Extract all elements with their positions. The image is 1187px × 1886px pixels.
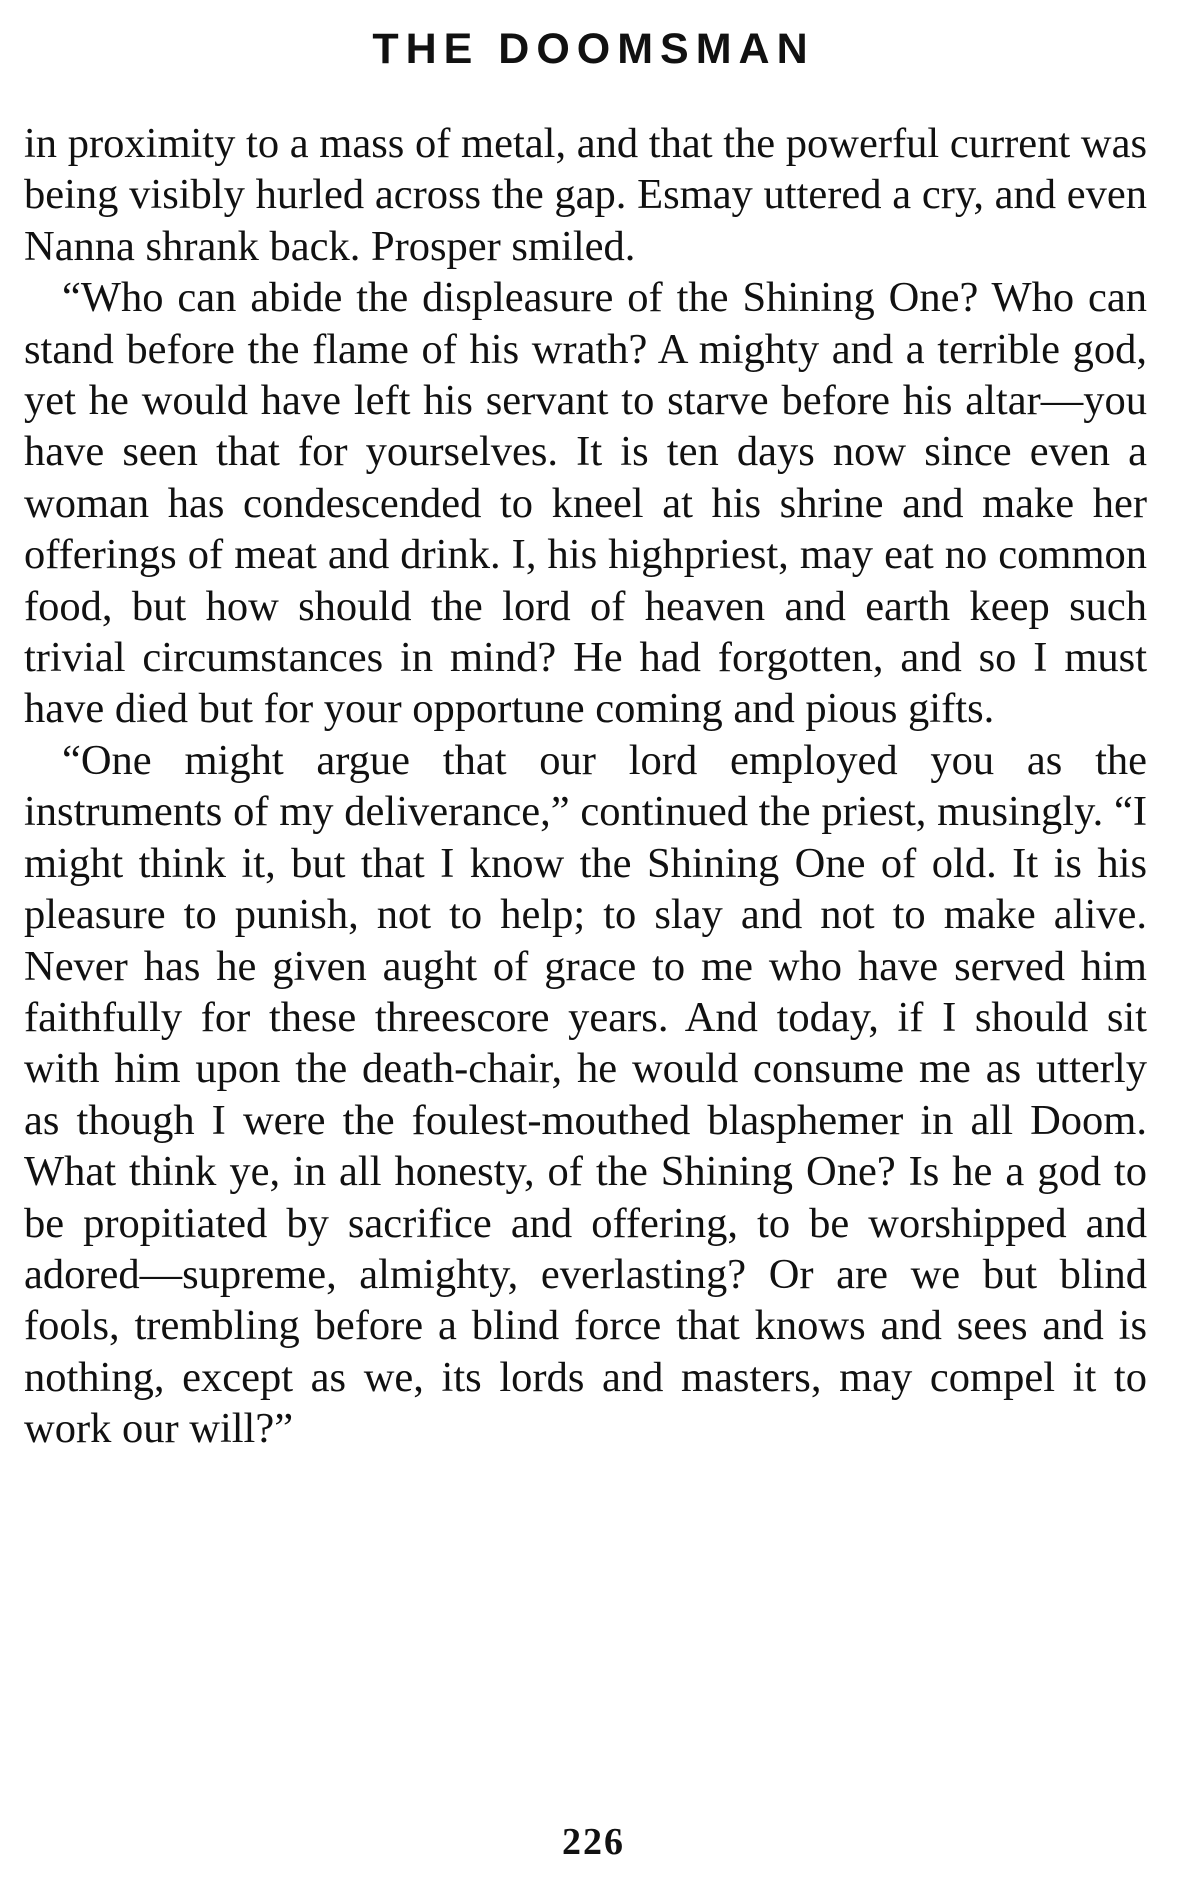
paragraph-2: “Who can abide the displeasure of the Shining One? Who can stand before the flame of his wrath? A mighty and a terrible god, yet he would have left his servant to starve before his altar—you have seen that for yourselves. It is ten days now since even a woman has condescended to kneel at his shrine and make her offerings of meat and drink. I, his highpriest, may eat no common food, but how should the lord of heaven and earth keep such trivial circumstances in mind? He had forgotten, and so I must have died but for your opportune coming and pious gifts. [24, 274, 1147, 733]
body-text [24, 118, 1147, 1455]
page-number: 226 [562, 1821, 625, 1863]
running-head: THE DOOMSMAN [372, 25, 815, 73]
paragraph-3: “One might argue that our lord employed you as the instruments of my deliverance,” continued the priest, musingly. “I might think it, but that I know the Shining One of old. It is his pleasure to punish, not to help; to slay and not to make alive. Never has he given aught of grace to me who have served him faithfully for these threescore years. And today, if I should sit with him upon the death-chair, he would consume me as utterly as though I were the foulest-mouthed blasphemer in all Doom. What think ye, in all honesty, of the Shining One? Is he a god to be propitiated by sacrifice and offering, to be worshipped and adored—supreme, almighty, everlasting? Or are we but blind fools, trembling before a blind force that knows and sees and is nothing, except as we, its lords and masters, may compel it to work our will?” [24, 736, 1147, 1453]
paragraph-1: in proximity to a mass of metal, and that the powerful current was being visibly hurled across the gap. Esmay uttered a cry, and even Nanna shrank back. Prosper smiled. [24, 120, 1147, 270]
